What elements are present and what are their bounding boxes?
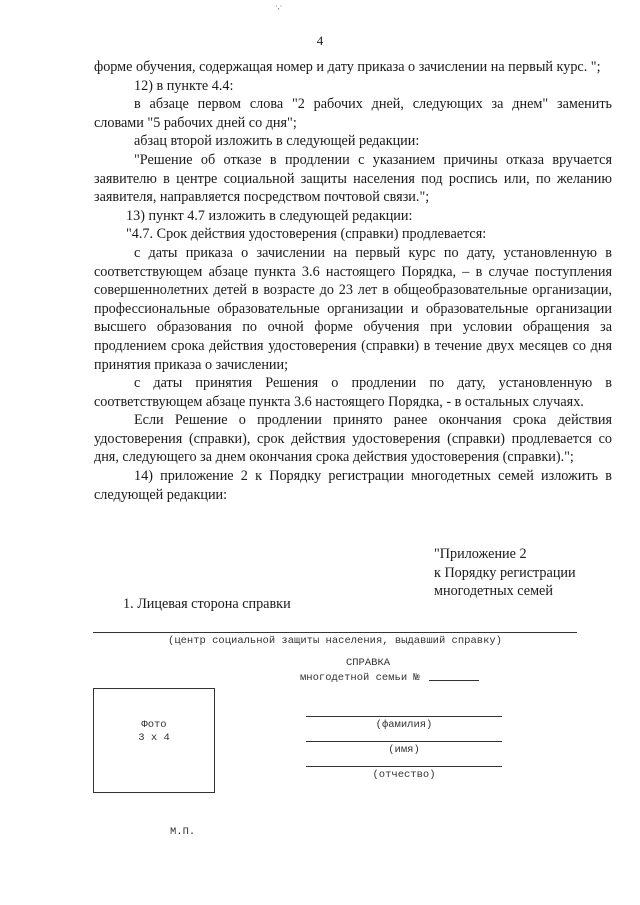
stamp-label: М.П.: [170, 826, 196, 838]
paragraph: 12) в пункте 4.4:: [134, 77, 234, 94]
appendix-line: "Приложение 2: [434, 546, 527, 562]
paragraph: 13) пункт 4.7 изложить в следующей редакции:: [126, 207, 413, 224]
issuer-caption: (центр социальной защиты населения, выдавший справку): [168, 635, 502, 647]
name-line: [306, 741, 502, 742]
top-mark: ·,·: [275, 2, 283, 11]
paragraph: "4.7. Срок действия удостоверения (справки) продлевается:: [126, 226, 487, 243]
photo-placeholder: [93, 688, 215, 793]
paragraph: форме обучения, содержащая номер и дату приказа о зачислении на первый курс. ";: [94, 59, 601, 75]
paragraph: в абзаце первом слова "2 рабочих дней, следующих за днем" заменить словами "5 рабочих дней со дня";: [94, 96, 612, 131]
patronymic-caption: (отчество): [372, 769, 436, 781]
appendix-line: к Порядку регистрации: [434, 564, 576, 581]
paragraph: с даты приказа о зачислении на первый курс по дату, установленную в соответствующем абзаце пункта 3.6 настоящего Порядка, – в случае поступления совершеннолетних детей в возрасте до 23 лет в общеобразовательные организации, профессиональные образовательные организации и образовательные организации высшего образования по очной форме обучения при условии обращения за продлением срока действия удостоверения (справки) в течение двух месяцев со дня принятия приказа о зачислении;: [94, 244, 612, 373]
body-text: [94, 58, 612, 504]
appendix-line: многодетных семей: [434, 583, 553, 600]
photo-size-label: 3 х 4: [138, 732, 170, 744]
paragraph: абзац второй изложить в следующей редакции:: [134, 133, 420, 150]
surname-caption: (фамилия): [375, 719, 433, 731]
paragraph: Если Решение о продлении принято ранее окончания срока действия удостоверения (справки), срок действия удостоверения (справки) продлевается со дня, следующего за днем окончания срока действия удостоверения (справки).";: [94, 412, 612, 466]
form-subtitle: [300, 672, 479, 684]
form-subtitle-text: многодетной семьи №: [300, 672, 420, 684]
form-title: СПРАВКА: [345, 657, 391, 669]
photo-label-line: Фото: [141, 719, 167, 731]
paragraph: с даты принятия Решения о продлении по дату, установленную в соответствующем абзаце пункта 3.6 настоящего Порядка, - в остальных случаях.: [94, 375, 612, 410]
family-number-blank: [429, 680, 479, 681]
patronymic-line: [306, 766, 502, 767]
surname-line: [306, 716, 502, 717]
paragraph: "Решение об отказе в продлении с указанием причины отказа вручается заявителю в центре социальной защиты населения под роспись или, по желанию заявителя, направляется посредством почтовой связи.";: [94, 151, 612, 206]
appendix-header: [434, 545, 576, 601]
issuer-line: [93, 632, 577, 633]
section-title: 1. Лицевая сторона справки: [123, 596, 291, 612]
paragraph: 14) приложение 2 к Порядку регистрации многодетных семей изложить в следующей редакции:: [94, 468, 612, 503]
page-number: 4: [316, 33, 324, 48]
name-caption: (имя): [388, 744, 420, 756]
photo-label: [94, 719, 214, 745]
